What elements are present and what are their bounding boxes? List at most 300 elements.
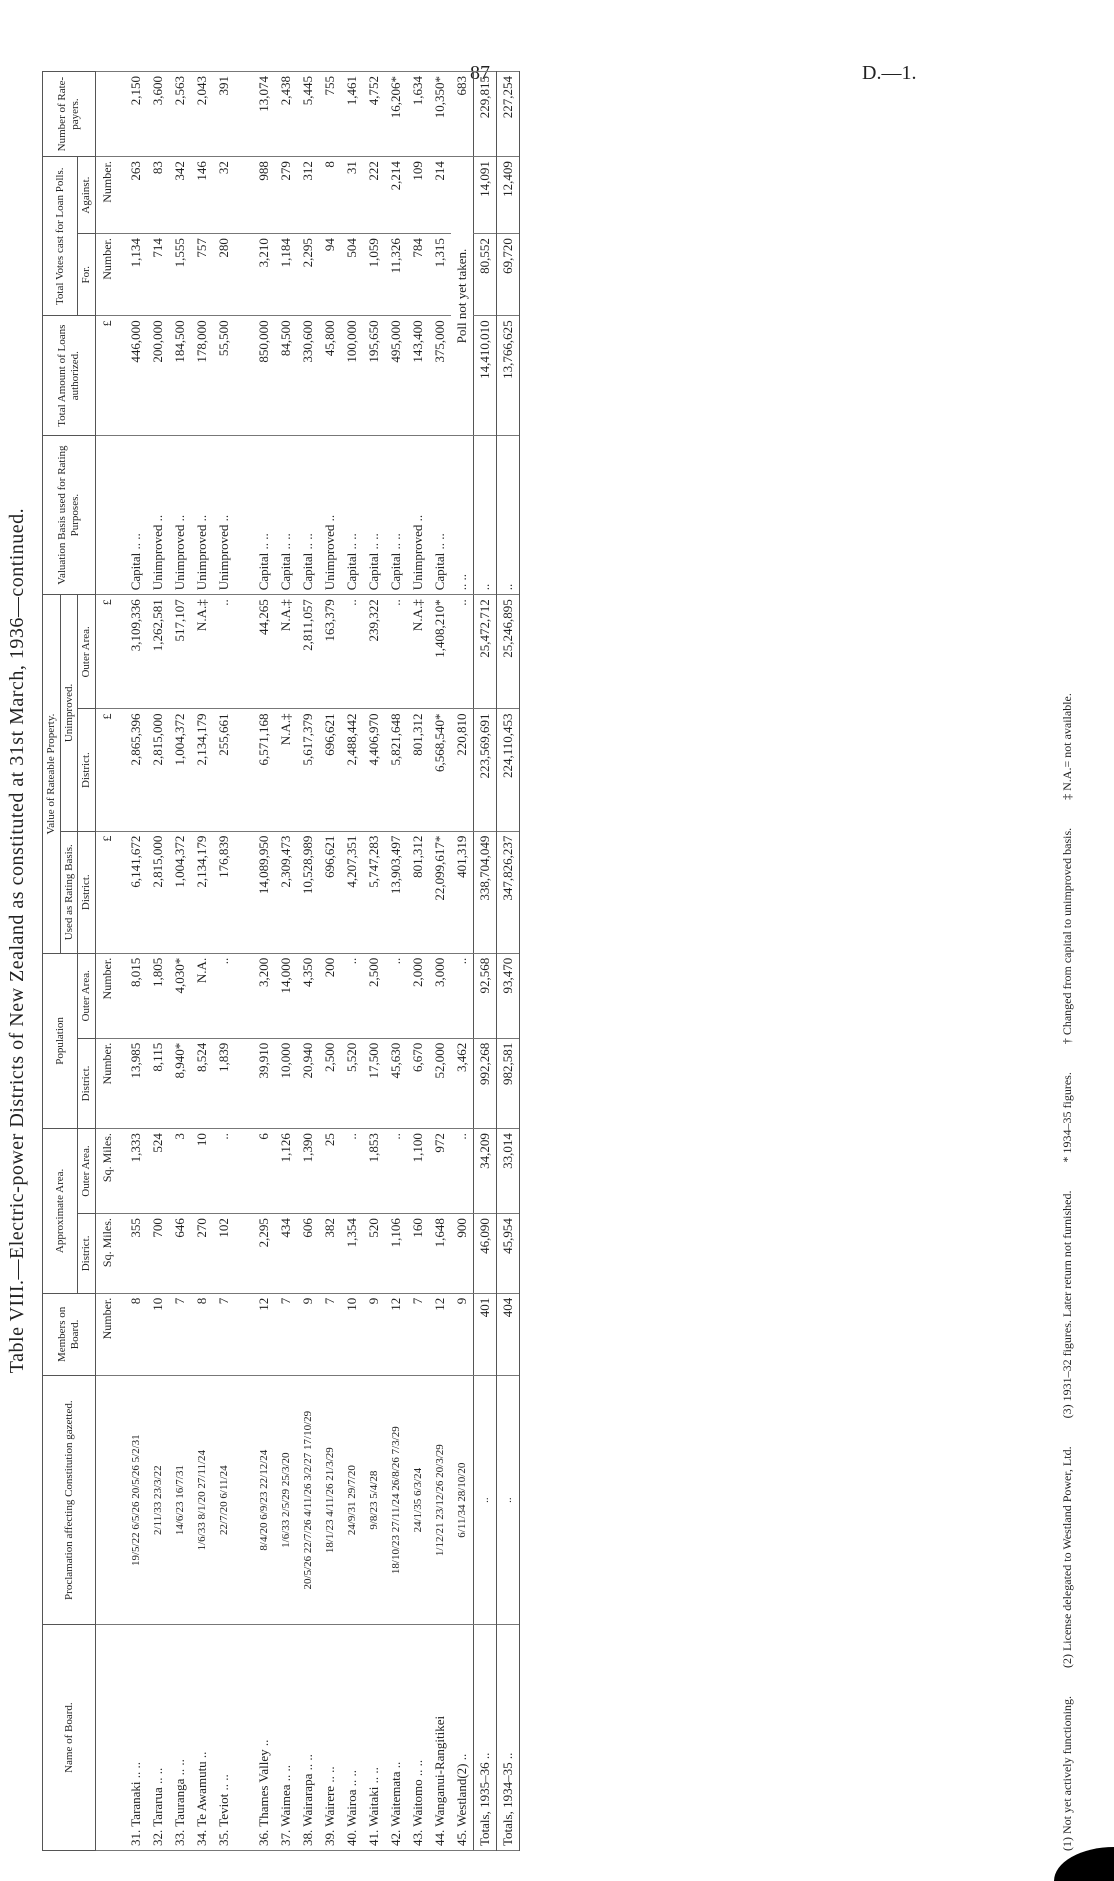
valuation-basis: Capital .. .. (385, 435, 407, 594)
cell-against: 2,214 (385, 157, 407, 234)
spacer-cell (235, 1625, 253, 1851)
cell-against: 214 (429, 157, 451, 234)
board-name: 37. Waimea .. .. (275, 1625, 297, 1851)
cell-unimp_o: N.A.‡ (275, 595, 297, 709)
cell-unimp_o: N.A.‡ (407, 595, 429, 709)
board-name: Totals, 1935–36 .. (473, 1625, 496, 1851)
proclamation-dates: 20/5/26 22/7/26 4/11/26 3/2/27 17/10/29 (297, 1376, 319, 1625)
row-spacer (235, 72, 253, 1851)
table-row (319, 72, 341, 1851)
cell-unimp_o: 239,322 (363, 595, 385, 709)
cell-pop_d: 982,581 (496, 1038, 519, 1128)
proclamation-dates: 18/10/23 27/11/24 26/8/26 7/3/29 (385, 1376, 407, 1625)
cell-pop_d: 3,462 (451, 1038, 474, 1128)
cell-area_o: 1,853 (363, 1129, 385, 1214)
cell-loans: 375,000 (429, 316, 451, 436)
board-name: 41. Waitaki .. .. (363, 1625, 385, 1851)
header-area-outer: Outer Area. (78, 1129, 96, 1214)
cell-members: 12 (253, 1293, 275, 1375)
cell-area_o: .. (451, 1129, 474, 1214)
board-name: 31. Taranaki .. .. (125, 1625, 147, 1851)
cell-area_o: 34,209 (473, 1129, 496, 1214)
cell-loans: 100,000 (341, 316, 363, 436)
cell-area_o: 25 (319, 1129, 341, 1214)
cell-area_o: 1,126 (275, 1129, 297, 1214)
table-row (275, 72, 297, 1851)
unit-number: Number. (95, 953, 125, 1038)
cell-area_d: 606 (297, 1214, 319, 1294)
cell-area_o: .. (385, 1129, 407, 1214)
cell-area_o: 1,100 (407, 1129, 429, 1214)
proclamation-dates: 24/1/35 6/3/24 (407, 1376, 429, 1625)
cell-val_used: 10,528,989 (297, 831, 319, 953)
cell-pop_o: 4,030* (169, 953, 191, 1038)
cell-pop_d: 8,940* (169, 1038, 191, 1128)
cell-pop_o: 92,568 (473, 953, 496, 1038)
cell-members: 9 (297, 1293, 319, 1375)
cell-unimp_d: 6,568,540* (429, 709, 451, 831)
cell-unimp_o: 1,408,210* (429, 595, 451, 709)
valuation-basis: Capital .. .. (297, 435, 319, 594)
cell-loans: 200,000 (147, 316, 169, 436)
cell-pop_d: 8,524 (191, 1038, 213, 1128)
cell-for: 1,315 (429, 234, 451, 316)
cell-unimp_o: 44,265 (253, 595, 275, 709)
cell-members: 8 (191, 1293, 213, 1375)
ratepayers: 2,438 (275, 72, 297, 157)
cell-val_used: 1,004,372 (169, 831, 191, 953)
header-area-district: District. (78, 1214, 96, 1294)
cell-against: 263 (125, 157, 147, 234)
board-name: 39. Wairere .. .. (319, 1625, 341, 1851)
electric-power-districts-table (42, 71, 520, 1851)
cell-area_d: 434 (275, 1214, 297, 1294)
cell-unimp_d: 223,569,691 (473, 709, 496, 831)
cell-val_used: 13,903,497 (385, 831, 407, 953)
table-row (191, 72, 213, 1851)
cell-pop_d: 45,630 (385, 1038, 407, 1128)
cell-area_o: 33,014 (496, 1129, 519, 1214)
cell-against: 14,091 (473, 157, 496, 234)
unit-number: Number. (95, 1293, 125, 1375)
cell-unimp_d: 5,821,648 (385, 709, 407, 831)
cell-pop_o: 4,350 (297, 953, 319, 1038)
header-unimp-district: District. (78, 709, 96, 831)
spacer-cell (235, 709, 253, 831)
cell-val_used: 347,826,237 (496, 831, 519, 953)
header-used-rating: Used as Rating Basis. (60, 831, 78, 953)
ratepayers: 16,206* (385, 72, 407, 157)
cell-area_o: 10 (191, 1129, 213, 1214)
cell-area_d: 102 (213, 1214, 235, 1294)
spacer-cell (235, 435, 253, 594)
ratepayers: 391 (213, 72, 235, 157)
cell-for: 69,720 (496, 234, 519, 316)
cell-pop_d: 17,500 (363, 1038, 385, 1128)
unit-pound: £ (95, 709, 125, 831)
proclamation-dates: 1/12/21 23/12/26 20/3/29 (429, 1376, 451, 1625)
cell-loans: 195,650 (363, 316, 385, 436)
units-row (95, 72, 125, 1851)
spacer-cell (235, 72, 253, 157)
cell-unimp_d: 2,488,442 (341, 709, 363, 831)
proclamation-dates: 6/11/34 28/10/20 (451, 1376, 474, 1625)
cell-pop_d: 39,910 (253, 1038, 275, 1128)
cell-pop_d: 52,000 (429, 1038, 451, 1128)
cell-area_o: 1,333 (125, 1129, 147, 1214)
footnotes (1060, 71, 1075, 1851)
cell-for: 1,134 (125, 234, 147, 316)
table-row (407, 72, 429, 1851)
cell-val_used: 696,621 (319, 831, 341, 953)
cell-pop_o: 8,015 (125, 953, 147, 1038)
cell-members: 7 (275, 1293, 297, 1375)
cell-against: 146 (191, 157, 213, 234)
cell-for: 757 (191, 234, 213, 316)
cell-area_o: 6 (253, 1129, 275, 1214)
poll-status: Poll not yet taken. (451, 157, 474, 436)
cell-pop_d: 8,115 (147, 1038, 169, 1128)
cell-unimp_d: 2,815,000 (147, 709, 169, 831)
cell-members: 9 (363, 1293, 385, 1375)
cell-unimp_d: N.A.‡ (275, 709, 297, 831)
cell-for: 1,059 (363, 234, 385, 316)
cell-pop_o: 1,805 (147, 953, 169, 1038)
cell-area_o: 3 (169, 1129, 191, 1214)
table-title: Table VIII.—Electric-power Districts of New Zealand as constituted at 31st March, 1936—continued. (6, 507, 28, 1374)
header-ratepayers: Number of Rate-payers. (43, 72, 96, 157)
header-proclamation: Proclamation affecting Constitution gazetted. (43, 1376, 96, 1625)
cell-val_used: 5,747,283 (363, 831, 385, 953)
cell-pop_o: N.A. (191, 953, 213, 1038)
spacer-cell (235, 953, 253, 1038)
spacer-cell (235, 234, 253, 316)
cell-unimp_d: 2,865,396 (125, 709, 147, 831)
cell-area_d: 700 (147, 1214, 169, 1294)
cell-unimp_d: 1,004,372 (169, 709, 191, 831)
cell-against: 109 (407, 157, 429, 234)
proclamation-dates: 8/4/20 6/9/23 22/12/24 (253, 1376, 275, 1625)
cell-val_used: 2,134,179 (191, 831, 213, 953)
header-against: Against. (78, 157, 96, 234)
proclamation-dates: 1/6/33 8/1/20 27/11/24 (191, 1376, 213, 1625)
table-row (125, 72, 147, 1851)
cell-area_o: .. (213, 1129, 235, 1214)
valuation-basis: Unimproved .. (191, 435, 213, 594)
proclamation-dates: 22/7/20 6/11/24 (213, 1376, 235, 1625)
unit-pound: £ (95, 831, 125, 953)
totals-body (473, 72, 519, 1851)
cell-unimp_o: .. (341, 595, 363, 709)
proclamation-dates: 1/6/33 2/5/29 25/3/20 (275, 1376, 297, 1625)
cell-pop_d: 5,520 (341, 1038, 363, 1128)
ratepayers: 229,815 (473, 72, 496, 157)
spacer-cell (235, 1293, 253, 1375)
ratepayers: 4,752 (363, 72, 385, 157)
cell-against: 12,409 (496, 157, 519, 234)
valuation-basis: .. (496, 435, 519, 594)
board-name: 33. Tauranga .. .. (169, 1625, 191, 1851)
valuation-basis: Capital .. .. (253, 435, 275, 594)
cell-unimp_o: N.A.‡ (191, 595, 213, 709)
header-loans: Total Amount of Loans authorized. (43, 316, 96, 436)
cell-unimp_d: 255,661 (213, 709, 235, 831)
cell-members: 10 (341, 1293, 363, 1375)
cell-val_used: 176,839 (213, 831, 235, 953)
cell-unimp_o: 3,109,336 (125, 595, 147, 709)
cell-val_used: 14,089,950 (253, 831, 275, 953)
header-members: Members on Board. (43, 1293, 96, 1375)
cell-loans: 184,500 (169, 316, 191, 436)
table-row (253, 72, 275, 1851)
spacer-cell (235, 831, 253, 953)
cell-against: 8 (319, 157, 341, 234)
cell-loans: 14,410,010 (473, 316, 496, 436)
header-used-district: District. (78, 831, 96, 953)
cell-val_used: 801,312 (407, 831, 429, 953)
table-body (125, 72, 474, 1851)
cell-val_used: 4,207,351 (341, 831, 363, 953)
ratepayers: 3,600 (147, 72, 169, 157)
cell-pop_d: 20,940 (297, 1038, 319, 1128)
cell-val_used: 6,141,672 (125, 831, 147, 953)
cell-loans: 178,000 (191, 316, 213, 436)
board-name: 45. Westland(2) .. (451, 1625, 474, 1851)
cell-unimp_d: 696,621 (319, 709, 341, 831)
cell-for: 94 (319, 234, 341, 316)
board-name: 38. Wairarapa .. .. (297, 1625, 319, 1851)
cell-unimp_d: 4,406,970 (363, 709, 385, 831)
proclamation-dates: 19/5/22 6/5/26 20/5/26 5/2/31 (125, 1376, 147, 1625)
valuation-basis: .. .. (451, 435, 474, 594)
table-row (169, 72, 191, 1851)
header-pop-district: District. (78, 1038, 96, 1128)
spacer-cell (235, 595, 253, 709)
cell-for: 280 (213, 234, 235, 316)
cell-pop_o: .. (213, 953, 235, 1038)
cell-against: 342 (169, 157, 191, 234)
header-area: Approximate Area. (43, 1129, 78, 1294)
cell-unimp_d: 5,617,379 (297, 709, 319, 831)
cell-val_used: 2,309,473 (275, 831, 297, 953)
header-population: Population (43, 953, 78, 1128)
ratepayers: 2,043 (191, 72, 213, 157)
cell-against: 279 (275, 157, 297, 234)
cell-for: 784 (407, 234, 429, 316)
spacer-cell (235, 1376, 253, 1625)
cell-pop_o: 93,470 (496, 953, 519, 1038)
ratepayers: 10,350* (429, 72, 451, 157)
header-name: Name of Board. (43, 1625, 96, 1851)
valuation-basis: Capital .. .. (429, 435, 451, 594)
cell-area_d: 355 (125, 1214, 147, 1294)
cell-pop_d: 1,839 (213, 1038, 235, 1128)
cell-pop_d: 2,500 (319, 1038, 341, 1128)
table-row (385, 72, 407, 1851)
cell-pop_o: 14,000 (275, 953, 297, 1038)
cell-unimp_o: .. (451, 595, 474, 709)
page-number: 87 (470, 62, 490, 84)
valuation-basis: Unimproved .. (213, 435, 235, 594)
cell-members: 7 (407, 1293, 429, 1375)
proclamation-dates: .. (473, 1376, 496, 1625)
ratepayers: 1,461 (341, 72, 363, 157)
cell-area_o: .. (341, 1129, 363, 1214)
valuation-basis: Capital .. .. (363, 435, 385, 594)
cell-area_o: 524 (147, 1129, 169, 1214)
cell-unimp_o: 1,262,581 (147, 595, 169, 709)
cell-members: 7 (169, 1293, 191, 1375)
ratepayers: 2,563 (169, 72, 191, 157)
cell-pop_d: 13,985 (125, 1038, 147, 1128)
valuation-basis: Capital .. .. (125, 435, 147, 594)
cell-pop_d: 10,000 (275, 1038, 297, 1128)
cell-loans: 143,400 (407, 316, 429, 436)
cell-pop_d: 6,670 (407, 1038, 429, 1128)
cell-against: 222 (363, 157, 385, 234)
cell-loans: 495,000 (385, 316, 407, 436)
cell-area_d: 46,090 (473, 1214, 496, 1294)
cell-unimp_d: 801,312 (407, 709, 429, 831)
cell-val_used: 22,099,617* (429, 831, 451, 953)
ratepayers: 1,634 (407, 72, 429, 157)
ratepayers: 2,150 (125, 72, 147, 157)
spacer-cell (235, 1038, 253, 1128)
table-row (451, 72, 474, 1851)
cell-pop_o: 2,000 (407, 953, 429, 1038)
cell-area_o: 972 (429, 1129, 451, 1214)
cell-area_o: 1,390 (297, 1129, 319, 1214)
cell-loans: 446,000 (125, 316, 147, 436)
cell-loans: 84,500 (275, 316, 297, 436)
cell-pop_o: 2,500 (363, 953, 385, 1038)
spacer-cell (235, 1129, 253, 1214)
cell-unimp_d: 2,134,179 (191, 709, 213, 831)
cell-area_d: 520 (363, 1214, 385, 1294)
unit-sq-miles: Sq. Miles. (95, 1214, 125, 1294)
proclamation-dates: .. (496, 1376, 519, 1625)
footnote: † Changed from capital to unimproved basis. (1060, 827, 1074, 1045)
valuation-basis: Unimproved .. (319, 435, 341, 594)
unit-number: Number. (95, 157, 125, 234)
header-unimp-outer: Outer Area. (78, 595, 96, 709)
valuation-basis: .. (473, 435, 496, 594)
cell-val_used: 338,704,049 (473, 831, 496, 953)
cell-pop_o: .. (341, 953, 363, 1038)
unit-sq-miles: Sq. Miles. (95, 1129, 125, 1214)
cell-unimp_o: .. (385, 595, 407, 709)
table-row (363, 72, 385, 1851)
cell-loans: 13,766,625 (496, 316, 519, 436)
cell-area_d: 270 (191, 1214, 213, 1294)
table-row (147, 72, 169, 1851)
cell-for: 11,326 (385, 234, 407, 316)
cell-val_used: 401,319 (451, 831, 474, 953)
table-row (341, 72, 363, 1851)
header-value: Value of Rateable Property. (43, 595, 61, 954)
unit-number: Number. (95, 1038, 125, 1128)
table-row (429, 72, 451, 1851)
cell-members: 12 (385, 1293, 407, 1375)
footnote: (2) License delegated to Westland Power, Ltd. (1060, 1446, 1074, 1669)
valuation-basis: Unimproved .. (169, 435, 191, 594)
cell-area_d: 900 (451, 1214, 474, 1294)
cell-area_d: 646 (169, 1214, 191, 1294)
board-name: 32. Tararua .. .. (147, 1625, 169, 1851)
board-name: 36. Thames Valley .. (253, 1625, 275, 1851)
header-unimproved: Unimproved. (60, 595, 78, 831)
proclamation-dates: 2/11/33 23/3/22 (147, 1376, 169, 1625)
cell-pop_o: 3,200 (253, 953, 275, 1038)
cell-pop_o: 3,000 (429, 953, 451, 1038)
cell-pop_o: .. (385, 953, 407, 1038)
board-name: Totals, 1934–35 .. (496, 1625, 519, 1851)
spacer-cell (235, 1214, 253, 1294)
cell-unimp_o: 2,811,057 (297, 595, 319, 709)
cell-members: 12 (429, 1293, 451, 1375)
cell-against: 32 (213, 157, 235, 234)
cell-against: 988 (253, 157, 275, 234)
cell-loans: 55,500 (213, 316, 235, 436)
cell-unimp_o: .. (213, 595, 235, 709)
cell-unimp_o: 517,107 (169, 595, 191, 709)
cell-unimp_o: 25,472,712 (473, 595, 496, 709)
cell-unimp_o: 25,246,895 (496, 595, 519, 709)
spacer-cell (235, 157, 253, 234)
cell-members: 10 (147, 1293, 169, 1375)
cell-members: 7 (213, 1293, 235, 1375)
cell-for: 1,184 (275, 234, 297, 316)
cell-for: 2,295 (297, 234, 319, 316)
cell-val_used: 2,815,000 (147, 831, 169, 953)
header-votes: Total Votes cast for Loan Polls. (43, 157, 78, 316)
board-name: 35. Teviot .. .. (213, 1625, 235, 1851)
spacer-cell (235, 316, 253, 436)
valuation-basis: Capital .. .. (341, 435, 363, 594)
valuation-basis: Unimproved .. (147, 435, 169, 594)
ratepayers: 13,074 (253, 72, 275, 157)
unit-pound: £ (95, 595, 125, 709)
header-pop-outer: Outer Area. (78, 953, 96, 1038)
cell-loans: 45,800 (319, 316, 341, 436)
cell-loans: 850,000 (253, 316, 275, 436)
proclamation-dates: 24/9/31 29/7/20 (341, 1376, 363, 1625)
cell-pop_o: .. (451, 953, 474, 1038)
proclamation-dates: 9/8/23 5/4/28 (363, 1376, 385, 1625)
footnote: (1) Not yet actively functioning. (1060, 1696, 1074, 1851)
ratepayers: 5,445 (297, 72, 319, 157)
table-row (213, 72, 235, 1851)
cell-against: 83 (147, 157, 169, 234)
proclamation-dates: 14/6/23 16/7/31 (169, 1376, 191, 1625)
cell-for: 3,210 (253, 234, 275, 316)
cell-for: 1,555 (169, 234, 191, 316)
proclamation-dates: 18/1/23 4/11/26 21/3/29 (319, 1376, 341, 1625)
cell-members: 8 (125, 1293, 147, 1375)
header-for: For. (78, 234, 96, 316)
cell-loans: 330,600 (297, 316, 319, 436)
cell-members: 404 (496, 1293, 519, 1375)
cell-pop_o: 200 (319, 953, 341, 1038)
board-name: 42. Waitemata .. (385, 1625, 407, 1851)
cell-members: 7 (319, 1293, 341, 1375)
board-name: 43. Waitomo .. .. (407, 1625, 429, 1851)
cell-unimp_d: 6,571,168 (253, 709, 275, 831)
cell-pop_d: 992,268 (473, 1038, 496, 1128)
cell-for: 80,552 (473, 234, 496, 316)
cell-area_d: 160 (407, 1214, 429, 1294)
board-name: 34. Te Awamutu .. (191, 1625, 213, 1851)
